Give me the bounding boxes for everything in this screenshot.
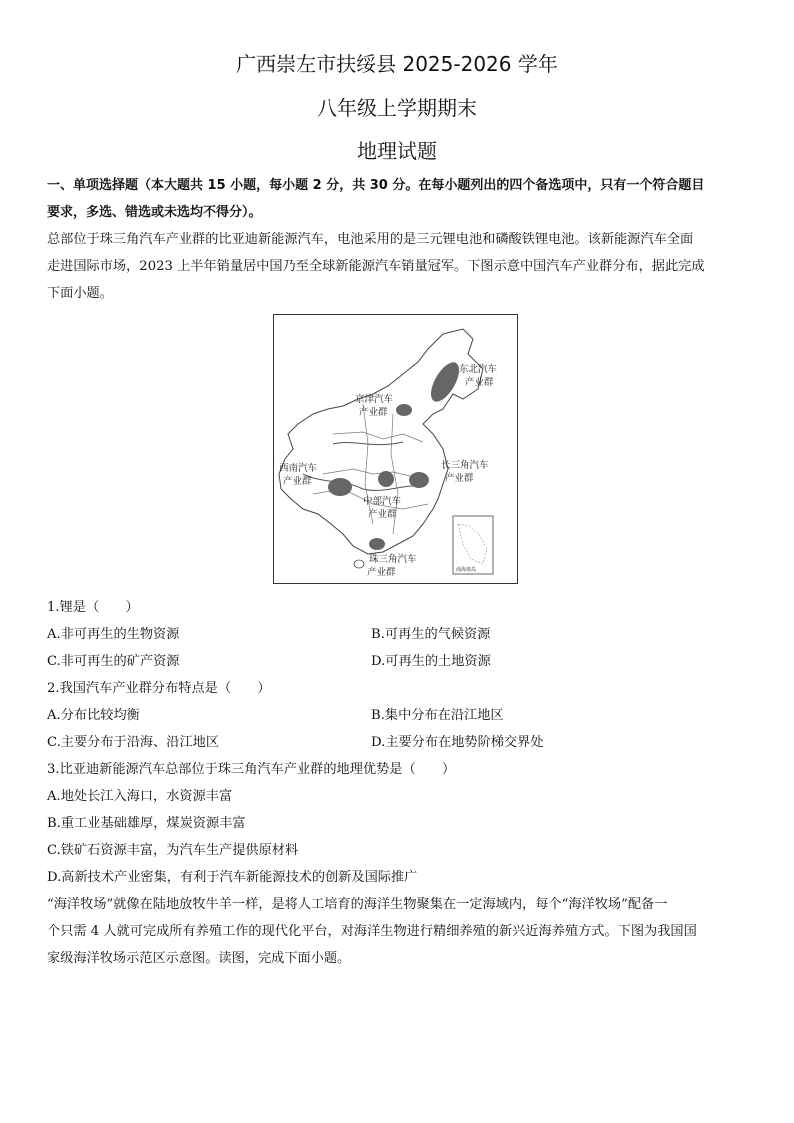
prd-cluster xyxy=(369,538,385,550)
section-heading-line2: 要求，多选、错选或未选均不得分）。 xyxy=(47,205,262,220)
q2-option-a: A.分布比较均衡 xyxy=(47,708,140,723)
inset-label: 南海诸岛 xyxy=(456,567,477,573)
q1-option-b: B.可再生的气候资源 xyxy=(371,627,491,642)
q3-option-d: D.高新技术产业密集，有利于汽车新能源技术的创新及国际推广 xyxy=(47,870,418,885)
q2-option-c: C.主要分布于沿海、沿江地区 xyxy=(47,735,220,750)
south-china-sea-inset xyxy=(453,516,493,574)
central-cluster xyxy=(378,471,394,487)
label-prd-2: 产业群 xyxy=(367,567,396,578)
jingjin-cluster xyxy=(396,404,412,416)
q3-option-b: B.重工业基础雄厚，煤炭资源丰富 xyxy=(47,816,246,831)
ocean-ranch-line3: 家级海洋牧场示范区示意图。读图，完成下面小题。 xyxy=(47,951,351,966)
southwest-cluster xyxy=(328,478,352,496)
section-heading-line1: 一、单项选择题（本大题共 15 小题，每小题 2 分，共 30 分。在每小题列出的四个备选项中，只有一个符合题目 xyxy=(47,178,705,193)
exam-title-line2: 八年级上学期期末 xyxy=(317,96,477,120)
label-southwest-1: 西南汽车 xyxy=(279,463,318,474)
exam-title-line3: 地理试题 xyxy=(357,139,437,163)
label-jingjin-1: 京津汽车 xyxy=(355,394,394,405)
yangtze-cluster xyxy=(409,472,429,488)
intro-line3: 下面小题。 xyxy=(47,286,113,301)
intro-line1: 总部位于珠三角汽车产业群的比亚迪新能源汽车，电池采用的是三元锂电池和磷酸铁锂电池。该新能源汽车全面 xyxy=(47,232,694,247)
label-northeast-1: 东北汽车 xyxy=(459,364,498,375)
q1-option-c: C.非可再生的矿产资源 xyxy=(47,654,180,669)
label-yangtze-1: 长三角汽车 xyxy=(441,460,489,471)
q1-stem: 1.锂是（ ） xyxy=(47,600,139,615)
intro-line2: 走进国际市场，2023 上半年销量居中国乃至全球新能源汽车销量冠军。下图示意中国汽车产业群分布，据此完成 xyxy=(47,259,705,274)
q3-option-a: A.地处长江入海口，水资源丰富 xyxy=(47,789,233,804)
exam-title-line1: 广西崇左市扶绥县 2025-2026 学年 xyxy=(236,52,558,76)
q1-option-d: D.可再生的土地资源 xyxy=(371,654,491,669)
china-auto-industry-map xyxy=(273,314,518,584)
label-central-2: 产业群 xyxy=(368,509,397,520)
ocean-ranch-line1: “海洋牧场”就像在陆地放牧牛羊一样，是将人工培育的海洋生物聚集在一定海域内，每个“海洋牧场”配备一 xyxy=(47,897,668,912)
label-yangtze-2: 产业群 xyxy=(445,473,474,484)
label-prd-1: 珠三角汽车 xyxy=(369,554,417,565)
label-central-1: 中部汽车 xyxy=(363,496,402,507)
ocean-ranch-line2: 个只需 4 人就可完成所有养殖工作的现代化平台，对海洋生物进行精细养殖的新兴近海养殖方式。下图为我国国 xyxy=(47,924,697,939)
label-northeast-2: 产业群 xyxy=(465,377,494,388)
q2-option-b: B.集中分布在沿江地区 xyxy=(371,708,504,723)
q2-stem: 2.我国汽车产业群分布特点是（ ） xyxy=(47,681,271,696)
q3-option-c: C.铁矿石资源丰富，为汽车生产提供原材料 xyxy=(47,843,299,858)
label-jingjin-2: 产业群 xyxy=(359,407,388,418)
q1-option-a: A.非可再生的生物资源 xyxy=(47,627,180,642)
q3-stem: 3.比亚迪新能源汽车总部位于珠三角汽车产业群的地理优势是（ ） xyxy=(47,762,456,777)
label-southwest-2: 产业群 xyxy=(283,476,312,487)
q2-option-d: D.主要分布在地势阶梯交界处 xyxy=(371,735,544,750)
